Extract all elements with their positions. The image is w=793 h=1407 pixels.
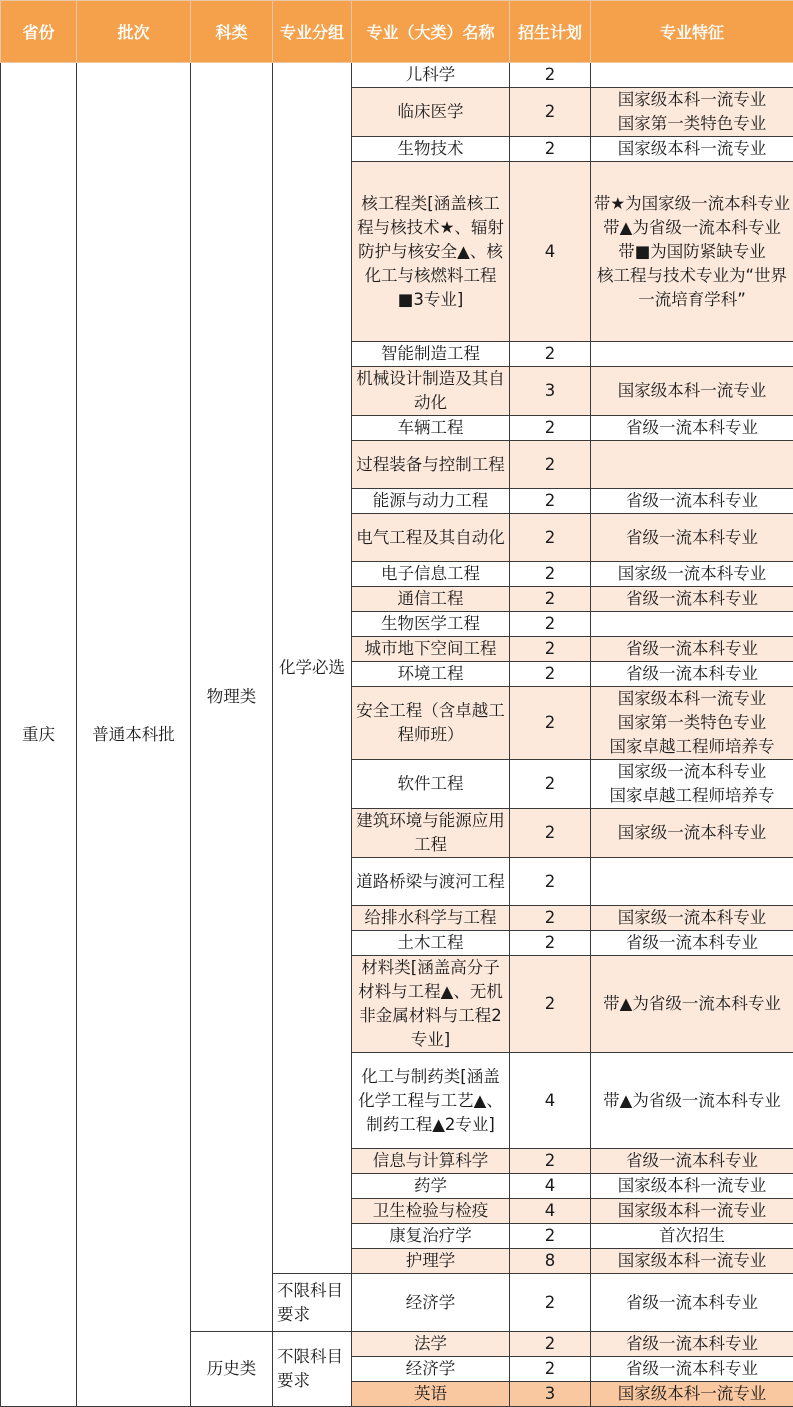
plan-count-cell: 2 xyxy=(510,956,591,1053)
plan-count-cell: 2 xyxy=(510,662,591,687)
major-feature-cell: 省级一流本科专业 xyxy=(591,587,793,612)
major-feature-cell: 国家级本科一流专业 xyxy=(591,1249,793,1274)
plan-count-cell: 2 xyxy=(510,587,591,612)
major-feature-cell: 省级一流本科专业 xyxy=(591,931,793,956)
plan-count-cell: 2 xyxy=(510,906,591,931)
plan-count-cell: 2 xyxy=(510,88,591,137)
major-feature-cell: 省级一流本科专业 xyxy=(591,489,793,514)
major-name-cell: 经济学 xyxy=(352,1274,510,1332)
major-feature-cell: 国家级本科一流专业 xyxy=(591,137,793,162)
major-name-cell: 康复治疗学 xyxy=(352,1224,510,1249)
major-name-cell: 给排水科学与工程 xyxy=(352,906,510,931)
plan-count-cell: 2 xyxy=(510,1357,591,1382)
major-name-cell: 过程装备与控制工程 xyxy=(352,441,510,489)
major-feature-cell xyxy=(591,858,793,906)
major-feature-cell: 国家级本科一流专业 xyxy=(591,1174,793,1199)
major-name-cell: 核工程类[涵盖核工程与核技术★、辐射防护与核安全▲、核化工与核燃料工程■3专业] xyxy=(352,162,510,342)
major-feature-cell: 国家级一流本科专业 国家卓越工程师培养专 xyxy=(591,760,793,809)
plan-count-cell: 2 xyxy=(510,441,591,489)
major-name-cell: 道路桥梁与渡河工程 xyxy=(352,858,510,906)
major-name-cell: 建筑环境与能源应用工程 xyxy=(352,809,510,858)
major-feature-cell: 省级一流本科专业 xyxy=(591,637,793,662)
batch-cell: 普通本科批 xyxy=(77,63,191,1407)
major-feature-cell: 省级一流本科专业 xyxy=(591,1149,793,1174)
major-name-cell: 化工与制药类[涵盖化学工程与工艺▲、制药工程▲2专业] xyxy=(352,1053,510,1149)
major-name-cell: 安全工程（含卓越工程师班） xyxy=(352,687,510,760)
major-name-cell: 生物医学工程 xyxy=(352,612,510,637)
major-feature-cell: 带▲为省级一流本科专业 xyxy=(591,1053,793,1149)
plan-count-cell: 4 xyxy=(510,1174,591,1199)
major-name-cell: 生物技术 xyxy=(352,137,510,162)
major-name-cell: 信息与计算科学 xyxy=(352,1149,510,1174)
plan-count-cell: 2 xyxy=(510,489,591,514)
major-name-cell: 通信工程 xyxy=(352,587,510,612)
major-feature-cell: 国家级本科一流专业 xyxy=(591,367,793,416)
plan-count-cell: 2 xyxy=(510,514,591,562)
major-name-cell: 智能制造工程 xyxy=(352,342,510,367)
major-name-cell: 临床医学 xyxy=(352,88,510,137)
major-feature-cell: 国家级本科一流专业 国家第一类特色专业 xyxy=(591,88,793,137)
header-major-name: 专业（大类）名称 xyxy=(352,1,510,63)
major-name-cell: 经济学 xyxy=(352,1357,510,1382)
plan-count-cell: 2 xyxy=(510,809,591,858)
major-group-history-cell: 不限科目要求 xyxy=(273,1332,352,1407)
major-feature-cell: 国家级一流本科专业 xyxy=(591,562,793,587)
major-feature-cell: 省级一流本科专业 xyxy=(591,1332,793,1357)
plan-count-cell: 2 xyxy=(510,1149,591,1174)
plan-count-cell: 2 xyxy=(510,1332,591,1357)
plan-count-cell: 2 xyxy=(510,562,591,587)
header-batch: 批次 xyxy=(77,1,191,63)
plan-count-cell: 2 xyxy=(510,612,591,637)
major-name-cell: 儿科学 xyxy=(352,63,510,88)
major-feature-cell: 省级一流本科专业 xyxy=(591,1274,793,1332)
major-feature-cell: 国家级本科一流专业 xyxy=(591,1382,793,1407)
major-name-cell: 药学 xyxy=(352,1174,510,1199)
major-name-cell: 机械设计制造及其自动化 xyxy=(352,367,510,416)
header-major-features: 专业特征 xyxy=(591,1,793,63)
major-name-cell: 土木工程 xyxy=(352,931,510,956)
major-name-cell: 环境工程 xyxy=(352,662,510,687)
plan-count-cell: 4 xyxy=(510,1053,591,1149)
plan-count-cell: 8 xyxy=(510,1249,591,1274)
major-feature-cell xyxy=(591,63,793,88)
plan-count-cell: 2 xyxy=(510,931,591,956)
plan-count-cell: 2 xyxy=(510,63,591,88)
major-feature-cell: 国家级本科一流专业 国家第一类特色专业 国家卓越工程师培养专 xyxy=(591,687,793,760)
province-cell: 重庆 xyxy=(1,63,77,1407)
major-feature-cell xyxy=(591,342,793,367)
major-feature-cell: 首次招生 xyxy=(591,1224,793,1249)
header-subject-category: 科类 xyxy=(191,1,273,63)
major-name-cell: 材料类[涵盖高分子材料与工程▲、无机非金属材料与工程2专业] xyxy=(352,956,510,1053)
major-name-cell: 电子信息工程 xyxy=(352,562,510,587)
major-feature-cell: 省级一流本科专业 xyxy=(591,662,793,687)
major-feature-cell: 国家级一流本科专业 xyxy=(591,906,793,931)
major-feature-cell: 省级一流本科专业 xyxy=(591,514,793,562)
plan-count-cell: 2 xyxy=(510,858,591,906)
major-group-chemistry-cell: 化学必选 xyxy=(273,63,352,1274)
major-name-cell: 城市地下空间工程 xyxy=(352,637,510,662)
major-feature-cell xyxy=(591,441,793,489)
plan-count-cell: 2 xyxy=(510,637,591,662)
major-feature-cell: 国家级一流本科专业 xyxy=(591,809,793,858)
plan-count-cell: 3 xyxy=(510,1382,591,1407)
plan-count-cell: 2 xyxy=(510,342,591,367)
plan-count-cell: 2 xyxy=(510,1274,591,1332)
table-row xyxy=(1,63,793,88)
plan-count-cell: 2 xyxy=(510,760,591,809)
major-name-cell: 英语 xyxy=(352,1382,510,1407)
subject-category-history-cell: 历史类 xyxy=(191,1332,273,1407)
major-name-cell: 法学 xyxy=(352,1332,510,1357)
major-name-cell: 卫生检验与检疫 xyxy=(352,1199,510,1224)
major-group-unrestricted-cell: 不限科目要求 xyxy=(273,1274,352,1332)
plan-count-cell: 2 xyxy=(510,1224,591,1249)
header-row xyxy=(1,1,793,63)
major-feature-cell: 带★为国家级一流本科专业 带▲为省级一流本科专业 带■为国防紧缺专业 核工程与技术专业为“世界一流培育学科” xyxy=(591,162,793,342)
major-name-cell: 护理学 xyxy=(352,1249,510,1274)
plan-count-cell: 2 xyxy=(510,416,591,441)
plan-count-cell: 2 xyxy=(510,687,591,760)
header-province: 省份 xyxy=(1,1,77,63)
major-feature-cell: 省级一流本科专业 xyxy=(591,416,793,441)
major-name-cell: 电气工程及其自动化 xyxy=(352,514,510,562)
major-name-cell: 软件工程 xyxy=(352,760,510,809)
header-major-group: 专业分组 xyxy=(273,1,352,63)
subject-category-physics-cell: 物理类 xyxy=(191,63,273,1332)
major-feature-cell: 带▲为省级一流本科专业 xyxy=(591,956,793,1053)
major-name-cell: 能源与动力工程 xyxy=(352,489,510,514)
plan-count-cell: 2 xyxy=(510,137,591,162)
header-enrollment-plan: 招生计划 xyxy=(510,1,591,63)
major-feature-cell: 国家级本科一流专业 xyxy=(591,1199,793,1224)
major-feature-cell: 省级一流本科专业 xyxy=(591,1357,793,1382)
plan-count-cell: 3 xyxy=(510,367,591,416)
plan-count-cell: 4 xyxy=(510,162,591,342)
major-feature-cell xyxy=(591,612,793,637)
major-name-cell: 车辆工程 xyxy=(352,416,510,441)
plan-count-cell: 4 xyxy=(510,1199,591,1224)
